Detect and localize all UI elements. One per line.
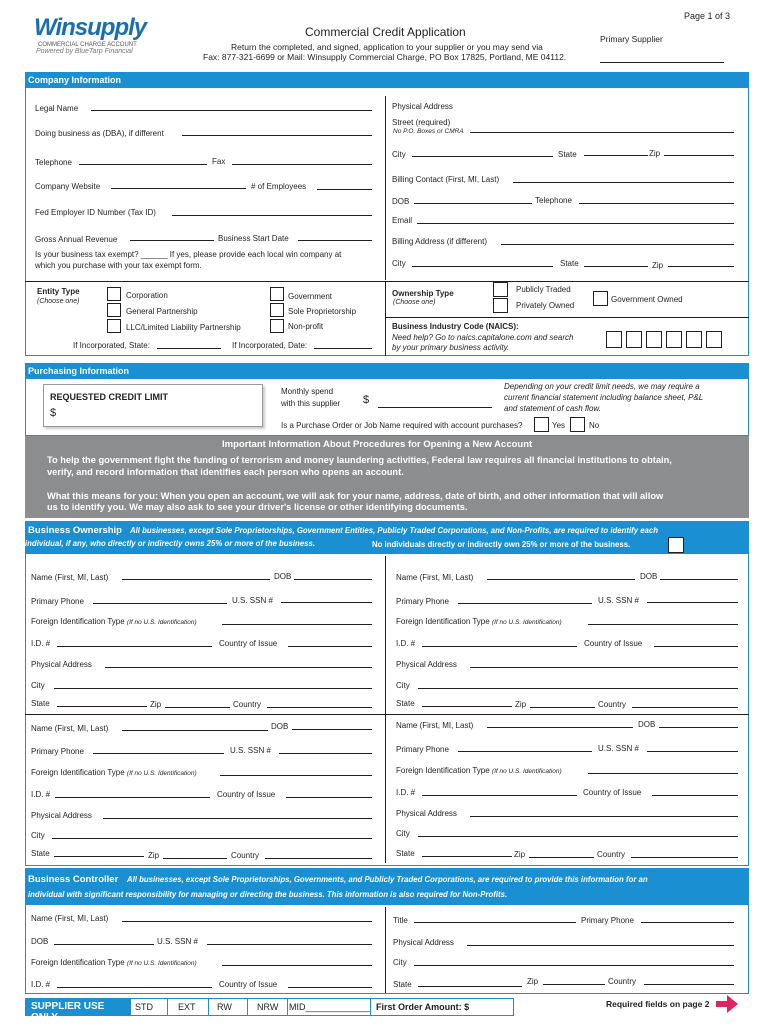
section-title: Business Ownership: [28, 525, 122, 536]
general-partnership-checkbox[interactable]: [107, 303, 121, 317]
non-profit-checkbox[interactable]: [270, 319, 284, 333]
government-label: Government: [288, 292, 333, 301]
business-ownership-header: [25, 521, 749, 554]
owner-foreign-label: [31, 617, 197, 626]
naics-digit-6[interactable]: [706, 331, 722, 348]
legal-name-label: Legal Name: [35, 104, 79, 113]
owner-phys-field[interactable]: [470, 816, 738, 817]
employees-label: # of Employees: [251, 182, 307, 191]
owner-country-field[interactable]: [267, 707, 372, 708]
divider: [287, 998, 288, 1016]
owner-dob-field[interactable]: [660, 579, 738, 580]
owner-name-field[interactable]: [487, 727, 633, 728]
fein-field[interactable]: [172, 215, 372, 216]
owner-zip-field[interactable]: [529, 857, 594, 858]
controller-country-issue-field[interactable]: [288, 987, 372, 988]
sole-proprietorship-checkbox[interactable]: [270, 303, 284, 317]
street-label: Street (required): [392, 118, 451, 127]
billing-contact-label: Billing Contact (First, MI, Last): [392, 175, 500, 184]
owner-ssn-label: U.S. SSN #: [598, 596, 639, 605]
non-profit-label: Non-profit: [288, 322, 324, 331]
owner-phone-field[interactable]: [458, 751, 592, 752]
owner-phone-label: Primary Phone: [396, 745, 449, 754]
owner-dob-label: DOB: [274, 572, 292, 581]
foreign-note: (If no U.S. Identification): [491, 768, 562, 775]
controller-ssn-field[interactable]: [207, 944, 372, 945]
controller-title-label: Title: [393, 916, 408, 925]
owner-country-label: Country: [233, 700, 262, 709]
city-field[interactable]: [412, 156, 553, 157]
owner-country-label: Country: [598, 700, 627, 709]
owner-id-field[interactable]: [422, 646, 577, 647]
revenue-label: Gross Annual Revenue: [35, 235, 118, 244]
zip2-field[interactable]: [668, 266, 734, 267]
company-info-header: [25, 72, 749, 88]
owner-phys-label: Physical Address: [31, 660, 92, 669]
controller-foreign-field[interactable]: [222, 965, 372, 966]
ext-field[interactable]: EXT: [178, 1002, 196, 1012]
owner-id-field[interactable]: [422, 795, 577, 796]
owner-phys-label: Physical Address: [31, 811, 92, 820]
owner-country-issue-label: Country of Issue: [584, 639, 643, 648]
owner-id-label: I.D. #: [31, 639, 51, 648]
owner-state-field[interactable]: [422, 706, 512, 707]
city-label: City: [392, 150, 406, 159]
telephone-field[interactable]: [79, 164, 207, 165]
no-owners-checkbox[interactable]: [668, 537, 684, 553]
start-date-field[interactable]: [298, 240, 372, 241]
naics-label: Business Industry Code (NAICS):: [392, 322, 519, 331]
state-field[interactable]: [584, 155, 648, 156]
owner-country-field[interactable]: [631, 857, 738, 858]
owner-zip-label: Zip: [150, 700, 162, 709]
monthly-spend-label: Monthly spend: [281, 387, 334, 396]
owner-state-label: State: [31, 849, 50, 858]
inc-date-label: If Incorporated, Date:: [232, 341, 308, 350]
business-controller-header: [25, 868, 749, 905]
std-field[interactable]: STD: [135, 1002, 153, 1012]
divider: [385, 317, 749, 318]
owner-country-issue-label: Country of Issue: [219, 639, 278, 648]
nrw-field[interactable]: NRW: [257, 1002, 279, 1012]
no-po-note: No P.O. Boxes or CMRA: [393, 128, 464, 135]
government-checkbox[interactable]: [270, 287, 284, 301]
llc-checkbox[interactable]: [107, 319, 121, 333]
controller-country-issue-label: Country of Issue: [219, 980, 278, 989]
foreign-text: Foreign Identification Type: [396, 617, 490, 626]
po-yes-checkbox[interactable]: [534, 417, 549, 432]
owner-city-label: City: [396, 681, 410, 690]
owner-country-issue-field[interactable]: [286, 797, 372, 798]
tax-exempt-label2: which you purchase with your tax exempt form.: [35, 261, 202, 270]
controller-name-label: Name (First, MI, Last): [31, 914, 109, 923]
important-info-box: [25, 436, 749, 518]
owner-phone-field[interactable]: [458, 603, 592, 604]
financial-note3: and statement of cash flow.: [504, 404, 601, 413]
naics-help2: by your primary business activity.: [392, 343, 510, 352]
monthly-dollar: $: [363, 394, 370, 406]
owner-name-field[interactable]: [487, 579, 635, 580]
controller-id-label: I.D. #: [31, 980, 51, 989]
naics-digit-1[interactable]: [606, 331, 622, 348]
fein-label: Fed Employer ID Number (Tax ID): [35, 208, 156, 217]
owner-phys-label: Physical Address: [396, 660, 457, 669]
divider: [385, 907, 386, 993]
section-title: Business Controller: [28, 874, 119, 885]
fax-label: Fax: [212, 157, 226, 166]
requested-credit-label: REQUESTED CREDIT LIMIT: [50, 392, 169, 402]
billing-contact-field[interactable]: [513, 182, 734, 183]
llc-label: LLC/Limited Liability Partnership: [126, 323, 241, 332]
owner-ssn-field[interactable]: [647, 602, 738, 603]
legal-name-field[interactable]: [91, 110, 372, 111]
owner-city-label: City: [31, 681, 45, 690]
owner-foreign-field[interactable]: [588, 773, 738, 774]
requested-credit-box[interactable]: [43, 384, 263, 427]
owner-country-issue-label: Country of Issue: [583, 788, 642, 797]
owner-state-field[interactable]: [54, 856, 144, 857]
owner-name-field[interactable]: [122, 579, 270, 580]
required-fields-note: Required fields on page 2: [606, 999, 710, 1009]
supplier-use-label: [25, 998, 131, 1023]
foreign-note: (If no U.S. Identification): [126, 770, 197, 777]
owner-zip-field[interactable]: [163, 858, 227, 859]
zip-field[interactable]: [664, 155, 734, 156]
owner-id-label: I.D. #: [31, 790, 51, 799]
owner-city-field[interactable]: [418, 688, 738, 689]
publicly-traded-label: Publicly Traded: [516, 285, 571, 294]
corporation-checkbox[interactable]: [107, 287, 121, 301]
controller-state-field[interactable]: [418, 986, 522, 987]
dob-field[interactable]: [414, 203, 532, 204]
first-order-amount[interactable]: First Order Amount: $: [376, 1002, 470, 1012]
privately-owned-checkbox[interactable]: [493, 298, 508, 313]
owner-zip-label: Zip: [514, 850, 526, 859]
important-p2b: us to identify you. We may also ask to see your driver's license or other identifying documents.: [47, 502, 468, 512]
city2-label: City: [392, 259, 406, 268]
owner-id-field[interactable]: [55, 797, 210, 798]
inc-state-field[interactable]: [157, 348, 221, 349]
naics-digit-3[interactable]: [646, 331, 662, 348]
controller-primary-phone-field[interactable]: [641, 922, 734, 923]
owner-ssn-field[interactable]: [279, 753, 372, 754]
owner-state-label: State: [396, 849, 415, 858]
government-owned-checkbox[interactable]: [593, 291, 608, 306]
owner-phone-label: Primary Phone: [31, 597, 84, 606]
controller-phys-field[interactable]: [467, 945, 734, 946]
naics-digit-5[interactable]: [686, 331, 702, 348]
foreign-note: (If no U.S. Identification): [126, 619, 197, 626]
owner-phone-label: Primary Phone: [396, 597, 449, 606]
email-label: Email: [392, 216, 413, 225]
divider: [167, 998, 168, 1016]
section-title: Company Information: [28, 75, 122, 85]
logo-powered: Powered by BlueTarp Financial: [36, 48, 133, 55]
foreign-text: Foreign Identification Type: [31, 617, 125, 626]
owner-id-label: I.D. #: [396, 639, 416, 648]
divider: [385, 281, 386, 356]
owner-dob-label: DOB: [640, 572, 658, 581]
privately-owned-label: Privately Owned: [516, 301, 575, 310]
divider: [370, 998, 371, 1016]
owner-state-field[interactable]: [57, 706, 147, 707]
owner-state-label: State: [31, 699, 50, 708]
owner-foreign-label: [396, 766, 562, 775]
divider: [247, 998, 248, 1016]
controller-section: [25, 905, 749, 994]
owner-name-label: Name (First, MI, Last): [31, 724, 109, 733]
owner-state-label: State: [396, 699, 415, 708]
owner-country-label: Country: [231, 851, 260, 860]
controller-foreign-label: [31, 958, 197, 967]
city2-field[interactable]: [412, 266, 553, 267]
divider: [25, 281, 749, 282]
owner-name-label: Name (First, MI, Last): [396, 721, 474, 730]
telephone-label: Telephone: [35, 158, 72, 167]
financial-note1: Depending on your credit limit needs, we may require a: [504, 382, 700, 391]
inc-date-field[interactable]: [314, 348, 372, 349]
owner-foreign-field[interactable]: [220, 775, 372, 776]
controller-zip-field[interactable]: [543, 984, 605, 985]
owner-dob-field[interactable]: [659, 727, 738, 728]
foreign-text: Foreign Identification Type: [31, 958, 125, 967]
owner-country-issue-field[interactable]: [652, 795, 738, 796]
owner-name-label: Name (First, MI, Last): [396, 573, 474, 582]
controller-primary-phone-label: Primary Phone: [581, 916, 634, 925]
tax-exempt-label: Is your business tax exempt? ______ If yes, please provide each local win company at: [35, 250, 342, 259]
mid-field[interactable]: MID_____________: [289, 1002, 371, 1012]
entity-choose: (Choose one): [37, 298, 80, 305]
important-title: Important Information About Procedures for Opening a New Account: [222, 439, 533, 450]
owner-foreign-field[interactable]: [588, 624, 738, 625]
owner-zip-label: Zip: [515, 700, 527, 709]
naics-digit-4[interactable]: [666, 331, 682, 348]
owner-ssn-label: U.S. SSN #: [230, 746, 271, 755]
ownership-type-label: Ownership Type: [392, 289, 454, 298]
owner-name-label: Name (First, MI, Last): [31, 573, 109, 582]
divider: [208, 998, 209, 1016]
ownership-choose: (Choose one): [393, 299, 436, 306]
foreign-note: (If no U.S. Identification): [126, 960, 197, 967]
owner-ssn-field[interactable]: [647, 751, 738, 752]
owner-phone-label: Primary Phone: [31, 747, 84, 756]
owner-phys-field[interactable]: [470, 667, 738, 668]
publicly-traded-checkbox[interactable]: [493, 282, 508, 297]
important-p1a: To help the government fight the funding of terrorism and money laundering activities, Federal law requires all financial institutions to obtain,: [47, 455, 672, 465]
owner-phys-field[interactable]: [105, 667, 372, 668]
page-number: Page 1 of 3: [684, 11, 731, 21]
foreign-text: Foreign Identification Type: [396, 766, 490, 775]
po-yes-label: Yes: [552, 421, 566, 430]
winsupply-logo: [34, 14, 146, 55]
corporation-label: Corporation: [126, 291, 168, 300]
header-line2: Fax: 877-321-6699 or Mail: Winsupply Commercial Charge, PO Box 17825, Portland, ME 04112.: [203, 52, 567, 62]
owner-country-issue-label: Country of Issue: [217, 790, 276, 799]
owner-phys-label: Physical Address: [396, 809, 457, 818]
owner-id-label: I.D. #: [396, 788, 416, 797]
state2-label: State: [560, 259, 579, 268]
controller-id-field[interactable]: [57, 987, 212, 988]
state2-field[interactable]: [584, 266, 648, 267]
owner-ssn-field[interactable]: [281, 602, 372, 603]
foreign-note: (If no U.S. Identification): [491, 619, 562, 626]
po-no-label: No: [589, 421, 600, 430]
billing-address-label: Billing Address (if different): [392, 237, 488, 246]
owner-phys-field[interactable]: [103, 818, 372, 819]
controller-country-label: Country: [608, 977, 637, 986]
monthly-spend-field[interactable]: [378, 407, 492, 408]
primary-supplier-field[interactable]: [600, 62, 724, 63]
owner-city-label: City: [396, 829, 410, 838]
owner-country-field[interactable]: [632, 707, 738, 708]
owner-zip-label: Zip: [148, 851, 160, 860]
owner-city-field[interactable]: [52, 838, 372, 839]
owner-country-issue-field[interactable]: [654, 646, 738, 647]
owner-dob-label: DOB: [638, 720, 656, 729]
important-p2a: What this means for you: When you open an account, we will ask for your name, address, date of birth, and other information that will allow: [47, 491, 664, 501]
controller-desc2: individual with significant responsibility for managing or directing the business. This information is also required for Non-Profits.: [28, 890, 508, 899]
controller-phys-label: Physical Address: [393, 938, 454, 947]
primary-supplier-label: Primary Supplier: [600, 34, 663, 44]
owner-foreign-field[interactable]: [222, 624, 372, 625]
website-label: Company Website: [35, 182, 101, 191]
rw-field[interactable]: RW: [217, 1002, 232, 1012]
supplier-use-text: SUPPLIER USE ONLY: [31, 1001, 105, 1023]
owner-phone-field[interactable]: [93, 753, 224, 754]
naics-digit-2[interactable]: [626, 331, 642, 348]
owner-dob-field[interactable]: [292, 729, 372, 730]
arrow-right-icon[interactable]: [716, 995, 738, 1015]
naics-help1: Need help? Go to naics.capitalone.com and search: [392, 333, 574, 342]
no-owners-label: No individuals directly or indirectly own 25% or more of the business.: [372, 540, 631, 549]
controller-city-label: City: [393, 958, 407, 967]
controller-title-field[interactable]: [414, 922, 576, 923]
divider: [385, 556, 386, 863]
divider: [25, 714, 749, 715]
controller-country-field[interactable]: [644, 984, 734, 985]
inc-state-label: If Incorporated, State:: [73, 341, 150, 350]
section-title: Purchasing Information: [28, 366, 130, 376]
owner-foreign-label: [31, 768, 197, 777]
zip2-label: Zip: [652, 261, 664, 270]
controller-zip-label: Zip: [527, 977, 539, 986]
revenue-field[interactable]: [130, 240, 214, 241]
purchasing-info-header: [25, 363, 749, 379]
billing-telephone-field[interactable]: [579, 203, 734, 204]
government-owned-label: Government Owned: [611, 295, 683, 304]
controller-desc1: All businesses, except Sole Proprietorships, Governments, and Publicly Traded Corporations, are required to provide this information for an: [127, 875, 648, 884]
ownership-desc1: All businesses, except Sole Proprietorships, Government Entities, Publicly Traded Corporations, and Non-Profits, are required to identify each: [130, 526, 658, 535]
po-question: Is a Purchase Order or Job Name required with account purchases?: [281, 421, 523, 430]
owner-id-field[interactable]: [57, 646, 212, 647]
sole-proprietorship-label: Sole Proprietorship: [288, 307, 357, 316]
financial-note2: current financial statement including balance sheet, P&L: [504, 393, 704, 402]
entity-type-label: Entity Type: [37, 287, 80, 296]
controller-state-label: State: [393, 980, 412, 989]
start-date-label: Business Start Date: [218, 234, 289, 243]
state-label: State: [558, 150, 577, 159]
owner-country-issue-field[interactable]: [288, 646, 372, 647]
owner-city-label: City: [31, 831, 45, 840]
dob-label: DOB: [392, 197, 410, 206]
dba-label: Doing business as (DBA), if different: [35, 129, 164, 138]
owner-country-field[interactable]: [265, 858, 372, 859]
po-no-checkbox[interactable]: [570, 417, 585, 432]
website-field[interactable]: [111, 188, 246, 189]
zip-label: Zip: [649, 149, 661, 158]
owner-dob-field[interactable]: [294, 579, 372, 580]
owner-ssn-label: U.S. SSN #: [598, 744, 639, 753]
controller-dob-label: DOB: [31, 937, 49, 946]
owner-zip-field[interactable]: [165, 707, 230, 708]
controller-dob-field[interactable]: [54, 944, 154, 945]
fax-field[interactable]: [232, 164, 372, 165]
owner-ssn-label: U.S. SSN #: [232, 596, 273, 605]
ownership-desc2: individual, if any, who directly or indirectly owns 25% or more of the business.: [25, 539, 315, 548]
physical-address-label: Physical Address: [392, 102, 453, 111]
monthly-spend-label2: with this supplier: [281, 399, 341, 408]
form-title: Commercial Credit Application: [305, 25, 466, 39]
dba-field[interactable]: [182, 135, 372, 136]
owner-city-field[interactable]: [54, 688, 372, 689]
owner-foreign-label: [396, 617, 562, 626]
billing-telephone-label: Telephone: [535, 196, 572, 205]
divider: [385, 96, 386, 280]
owner-name-field[interactable]: [122, 730, 268, 731]
billing-address-field[interactable]: [501, 244, 734, 245]
employees-field[interactable]: [317, 189, 372, 190]
street-field[interactable]: [470, 132, 734, 133]
foreign-text: Foreign Identification Type: [31, 768, 125, 777]
ownership-section: [25, 554, 749, 866]
requested-dollar: $: [50, 407, 57, 419]
owner-country-label: Country: [597, 850, 626, 859]
logo-subtitle: COMMERCIAL CHARGE ACCOUNT: [38, 42, 137, 48]
important-p1b: verify, and record information that identifies each person who opens an account.: [47, 467, 404, 477]
logo-name: Winsupply: [34, 14, 147, 41]
owner-state-field[interactable]: [422, 856, 512, 857]
header-line1: Return the completed, and signed, application to your supplier or you may send via: [231, 42, 543, 52]
general-partnership-label: General Partnership: [126, 307, 198, 316]
owner-phone-field[interactable]: [93, 603, 227, 604]
controller-name-field[interactable]: [122, 921, 372, 922]
owner-zip-field[interactable]: [530, 707, 595, 708]
controller-ssn-label: U.S. SSN #: [157, 937, 198, 946]
controller-city-field[interactable]: [414, 965, 734, 966]
owner-city-field[interactable]: [418, 836, 738, 837]
owner-dob-label: DOB: [271, 722, 289, 731]
email-field[interactable]: [417, 223, 734, 224]
